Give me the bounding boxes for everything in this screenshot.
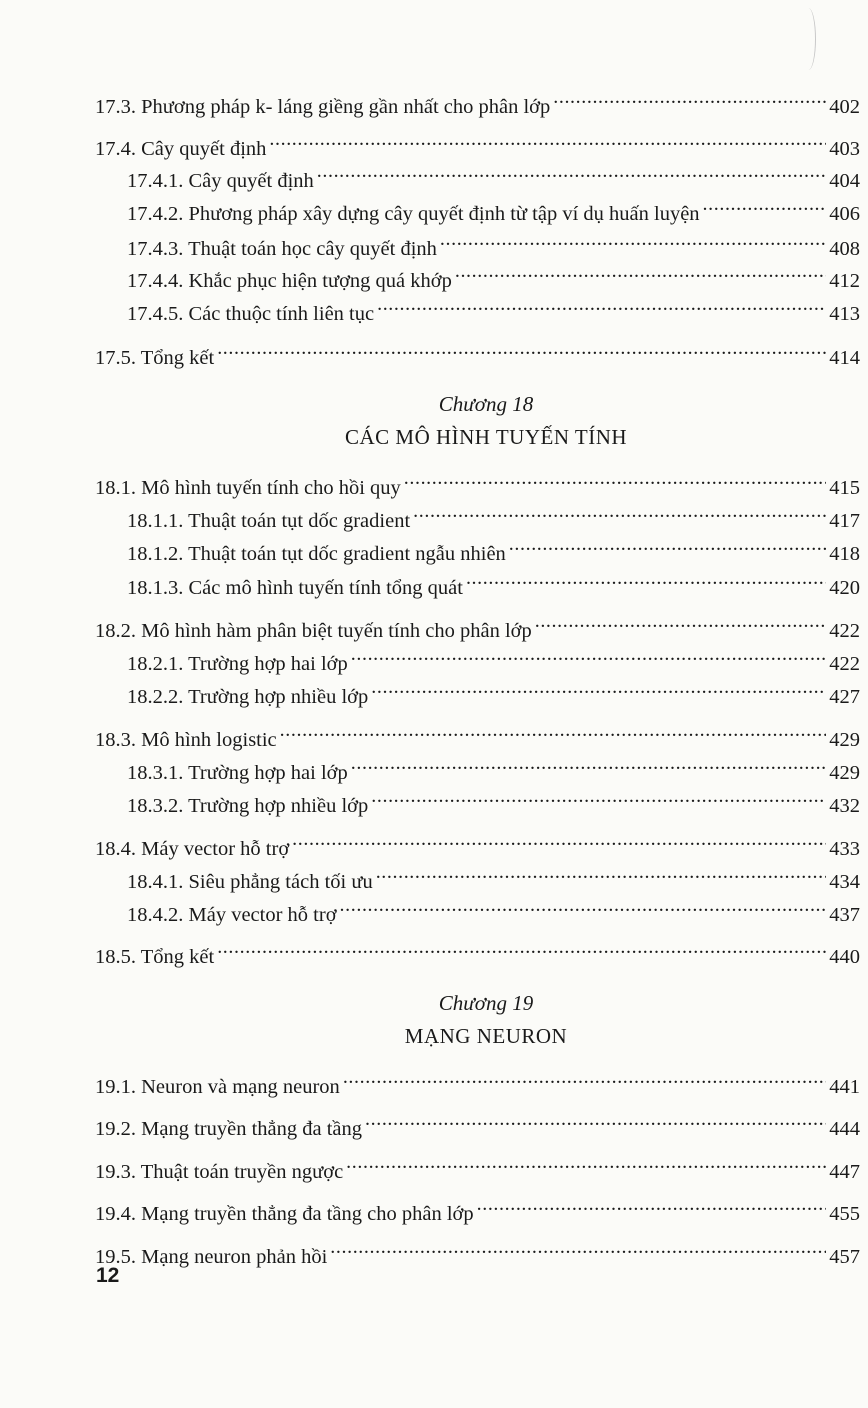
toc-subentry: [127, 257, 860, 292]
toc-entry-label: 18.3.2. Trường hợp nhiều lớp: [127, 795, 369, 817]
toc-entry-page: 413: [829, 303, 860, 325]
toc-leader-dots: [317, 157, 826, 187]
toc-entry-label: 19.5. Mạng neuron phản hồi: [95, 1246, 328, 1268]
toc-entry-page: 414: [829, 347, 860, 369]
toc-entry: [95, 1148, 860, 1183]
toc-entry-label: 18.2. Mô hình hàm phân biệt tuyến tính cho phân lớp: [95, 620, 532, 642]
toc-subentry: [127, 673, 860, 708]
toc-leader-dots: [509, 530, 826, 560]
toc-entry-page: 420: [829, 577, 860, 599]
toc-entry-label: 17.4.4. Khắc phục hiện tượng quá khớp: [127, 270, 452, 292]
toc-leader-dots: [376, 858, 827, 888]
toc-entry-label: 18.4. Máy vector hỗ trợ: [95, 838, 290, 860]
toc-leader-dots: [280, 716, 827, 746]
toc-entry-page: 455: [829, 1203, 860, 1225]
toc-entry: [95, 1063, 860, 1098]
toc-subentry: [127, 157, 860, 192]
toc-subentry: [127, 290, 860, 325]
toc-leader-dots: [330, 1233, 826, 1263]
toc-entry-page: 433: [829, 838, 860, 860]
toc-entry-page: 432: [829, 795, 860, 817]
toc-subentry: [127, 891, 860, 926]
toc-entry-label: 18.3.1. Trường hợp hai lớp: [127, 762, 348, 784]
toc-entry-page: 422: [829, 653, 860, 675]
toc-entry-label: 18.2.1. Trường hợp hai lớp: [127, 653, 348, 675]
chapter-title: CÁC MÔ HÌNH TUYẾN TÍNH: [344, 425, 628, 449]
page-number: 12: [96, 1264, 120, 1287]
toc-entry-page: 427: [829, 686, 860, 708]
toc-entry-page: 444: [829, 1118, 860, 1140]
toc-leader-dots: [340, 891, 827, 921]
toc-entry-page: 417: [829, 510, 860, 532]
toc-subentry: [127, 564, 860, 599]
toc-subentry: [127, 497, 860, 532]
toc-entry-label: 19.3. Thuật toán truyền ngược: [95, 1161, 344, 1183]
toc-leader-dots: [346, 1148, 826, 1178]
toc-entry-page: 447: [829, 1161, 860, 1183]
toc-entry: [95, 125, 860, 160]
toc-entry: [95, 607, 860, 642]
toc-entry-page: 437: [829, 904, 860, 926]
toc-entry-page: 403: [829, 138, 860, 160]
toc-entry-page: 422: [829, 620, 860, 642]
toc-entry-label: 19.1. Neuron và mạng neuron: [95, 1076, 340, 1098]
toc-entry-page: 404: [829, 170, 860, 192]
toc-entry-label: 17.4.3. Thuật toán học cây quyết định: [127, 238, 437, 260]
toc-entry: [95, 464, 860, 499]
toc-entry-label: 18.2.2. Trường hợp nhiều lớp: [127, 686, 369, 708]
toc-entry-label: 18.5. Tổng kết: [95, 946, 215, 968]
toc-leader-dots: [404, 464, 826, 494]
toc-leader-dots: [351, 640, 826, 670]
chapter-label: Chương 19: [438, 991, 534, 1015]
toc-entry: [95, 334, 860, 369]
toc-entry-label: 18.1.1. Thuật toán tụt dốc gradient: [127, 510, 411, 532]
toc-entry-page: 434: [829, 871, 860, 893]
toc-entry-page: 429: [829, 762, 860, 784]
toc-leader-dots: [269, 125, 826, 155]
toc-leader-dots: [343, 1063, 826, 1093]
toc-subentry: [127, 190, 860, 225]
toc-entry-label: 17.4.5. Các thuộc tính liên tục: [127, 303, 375, 325]
toc-entry-page: 429: [829, 729, 860, 751]
toc-entry-label: 19.2. Mạng truyền thẳng đa tầng: [95, 1118, 363, 1140]
toc-subentry: [127, 530, 860, 565]
toc-entry-label: 17.4. Cây quyết định: [95, 138, 267, 160]
toc-entry: [95, 716, 860, 751]
toc-entry-page: 440: [829, 946, 860, 968]
toc-entry-page: 418: [829, 543, 860, 565]
toc-entry: [95, 1233, 860, 1268]
toc-entry-page: 408: [829, 238, 860, 260]
toc-entry-page: 441: [829, 1076, 860, 1098]
toc-leader-dots: [455, 257, 826, 287]
toc-leader-dots: [371, 673, 826, 703]
toc-entry-page: 406: [829, 203, 860, 225]
toc-leader-dots: [351, 749, 826, 779]
toc-entry-label: 17.4.2. Phương pháp xây dựng cây quyết định từ tập ví dụ huấn luyện: [127, 203, 700, 225]
toc-leader-dots: [365, 1105, 826, 1135]
toc-entry-label: 19.4. Mạng truyền thẳng đa tầng cho phân lớp: [95, 1203, 474, 1225]
toc-entry-label: 18.1.2. Thuật toán tụt dốc gradient ngẫu nhiên: [127, 543, 506, 565]
toc-leader-dots: [535, 607, 827, 637]
toc-entry: [95, 825, 860, 860]
toc-subentry: [127, 782, 860, 817]
toc-entry: [95, 83, 860, 118]
toc-entry-page: 402: [829, 96, 860, 118]
toc-entry-page: 412: [829, 270, 860, 292]
toc-leader-dots: [292, 825, 826, 855]
toc-entry-page: 415: [829, 477, 860, 499]
toc-leader-dots: [413, 497, 826, 527]
toc-leader-dots: [703, 190, 827, 220]
toc-subentry: [127, 640, 860, 675]
page-curl-mark: [801, 8, 816, 70]
toc-leader-dots: [466, 564, 826, 594]
toc-entry: [95, 1105, 860, 1140]
toc-entry-label: 18.3. Mô hình logistic: [95, 729, 277, 751]
toc-entry-label: 18.1.3. Các mô hình tuyến tính tổng quát: [127, 577, 463, 599]
toc-entry-label: 18.4.1. Siêu phẳng tách tối ưu: [127, 871, 373, 893]
toc-leader-dots: [553, 83, 826, 113]
toc-leader-dots: [217, 334, 826, 364]
toc-leader-dots: [440, 225, 826, 255]
toc-subentry: [127, 225, 860, 260]
toc-entry: [95, 933, 860, 968]
toc-leader-dots: [217, 933, 826, 963]
toc-leader-dots: [371, 782, 826, 812]
toc-entry-label: 17.4.1. Cây quyết định: [127, 170, 314, 192]
toc-entry: [95, 1190, 860, 1225]
toc-entry-label: 18.4.2. Máy vector hỗ trợ: [127, 904, 337, 926]
toc-entry-label: 17.5. Tổng kết: [95, 347, 215, 369]
toc-subentry: [127, 749, 860, 784]
toc-entry-page: 457: [829, 1246, 860, 1268]
chapter-title: MẠNG NEURON: [404, 1024, 568, 1048]
toc-leader-dots: [377, 290, 826, 320]
toc-leader-dots: [477, 1190, 827, 1220]
toc-entry-label: 18.1. Mô hình tuyến tính cho hồi quy: [95, 477, 401, 499]
toc-entry-label: 17.3. Phương pháp k- láng giềng gần nhất cho phân lớp: [95, 96, 551, 118]
chapter-label: Chương 18: [438, 392, 534, 416]
toc-subentry: [127, 858, 860, 893]
